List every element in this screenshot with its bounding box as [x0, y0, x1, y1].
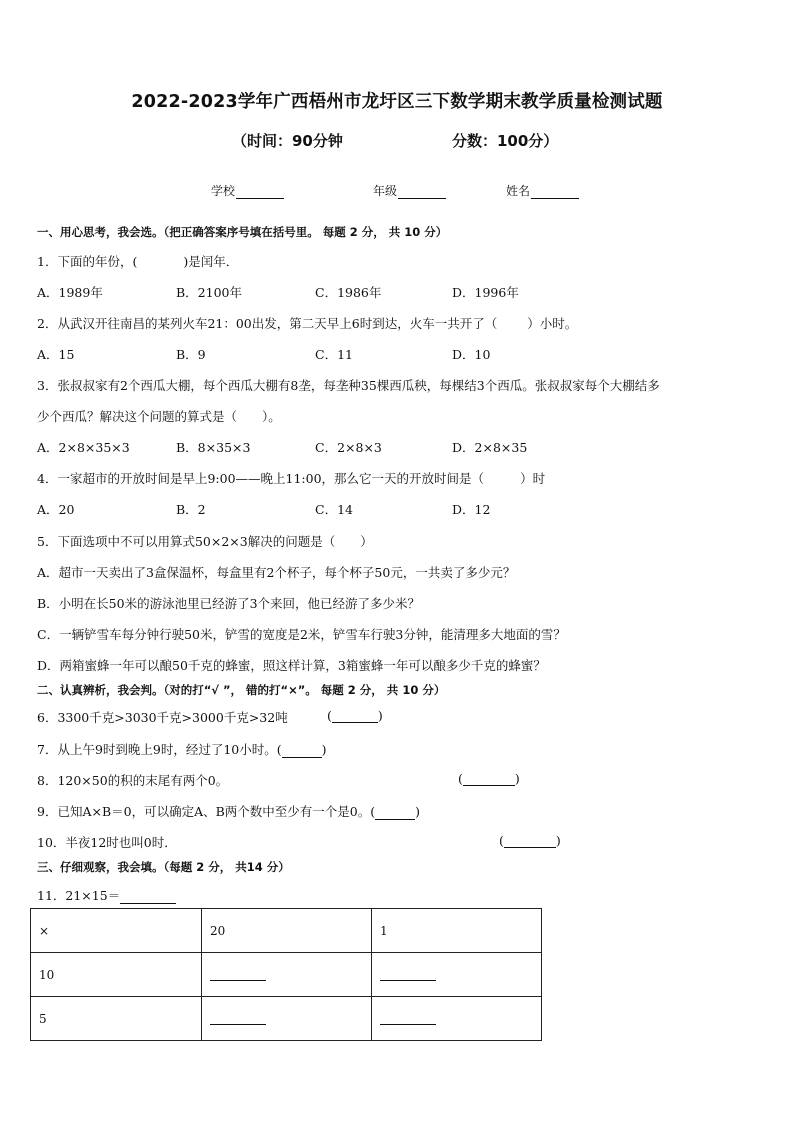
q5-option-d[interactable]: D．两箱蜜蜂一年可以酿50千克的蜂蜜，照这样计算，3箱蜜蜂一年可以酿多少千克的蜂蜜？	[37, 658, 546, 673]
question-6-answer[interactable]	[327, 708, 383, 723]
q5-option-b[interactable]: B．小明在长50米的游泳池里已经游了3个来回，他已经游了多少米？	[37, 596, 421, 611]
question-4-stem: 4．一家超市的开放时间是早上9:00——晚上11:00，那么它一天的开放时间是（	[37, 471, 485, 486]
grade-label: 年级	[373, 184, 398, 198]
q5-option-a[interactable]: A．超市一天卖出了3盒保温杯，每盒里有2个杯子，每个杯子50元，一共卖了多少元？	[37, 565, 516, 580]
answer-blank[interactable]	[375, 806, 415, 820]
grade-blank[interactable]	[398, 186, 446, 199]
q3-option-a[interactable]: A．2×8×35×3	[37, 440, 130, 455]
q2-option-b[interactable]: B．9	[176, 347, 206, 362]
school-label: 学校	[211, 184, 236, 198]
question-2	[37, 314, 577, 332]
question-9-stem: 9．已知A×B＝0，可以确定A、B两个数中至少有一个是0。(	[37, 804, 376, 819]
multiplication-table	[30, 908, 542, 1041]
question-4-stem-end: ）时	[520, 471, 546, 486]
paren-close: )	[514, 771, 520, 786]
paren-close: )	[377, 708, 383, 723]
paren-close: )	[555, 833, 561, 848]
paren-close: )	[321, 742, 327, 757]
table-cell-blank[interactable]	[372, 953, 542, 997]
q4-option-a[interactable]: A．20	[37, 502, 75, 517]
table-cell-blank[interactable]	[372, 997, 542, 1041]
question-9	[37, 802, 420, 820]
table-cell-row-header: 10	[31, 953, 202, 997]
q4-option-b[interactable]: B．2	[176, 502, 206, 517]
table-cell-header: 1	[372, 909, 542, 953]
q4-option-d[interactable]: D．12	[452, 502, 491, 517]
q4-option-c[interactable]: C．14	[315, 502, 353, 517]
q1-option-c[interactable]: C．1986年	[315, 285, 382, 300]
answer-blank[interactable]	[210, 966, 266, 981]
paren-close: )	[415, 804, 421, 819]
exam-time: （时间：90分钟	[232, 132, 343, 150]
question-8: 8．120×50的积的末尾有两个0。	[37, 773, 229, 788]
question-3-line-1: 3．张叔叔家有2个西瓜大棚，每个西瓜大棚有8垄，每垄种35棵西瓜秧，每棵结3个西瓜。张叔叔家每个大棚结多	[37, 378, 660, 393]
q5-option-c[interactable]: C．一辆铲雪车每分钟行驶50米，铲雪的宽度是2米，铲雪车行驶3分钟，能清理多大地面的雪？	[37, 627, 566, 642]
question-4	[37, 469, 545, 487]
question-10: 10．半夜12时也叫0时．	[37, 835, 177, 850]
table-row	[31, 953, 542, 997]
question-1	[37, 252, 238, 270]
section-1-heading: 一、用心思考，我会选。（把正确答案序号填在括号里。 每题 2 分， 共 10 分）	[37, 225, 448, 239]
question-6: 6．3300千克>3030千克>3000千克>32吨	[37, 710, 288, 725]
question-7	[37, 740, 327, 758]
table-cell-blank[interactable]	[202, 997, 372, 1041]
question-10-answer[interactable]	[499, 833, 561, 848]
q2-option-a[interactable]: A．15	[37, 347, 75, 362]
q2-option-d[interactable]: D．10	[452, 347, 491, 362]
question-3-line-2: 少个西瓜？解决这个问题的算式是（ ）。	[37, 409, 281, 424]
section-2-heading: 二、认真辨析，我会判。（对的打“√ ”， 错的打“×”。 每题 2 分， 共 10 分）	[37, 683, 446, 697]
answer-blank[interactable]	[282, 744, 322, 758]
name-label: 姓名	[506, 184, 531, 198]
table-cell-row-header: 5	[31, 997, 202, 1041]
question-5: 5．下面选项中不可以用算式50×2×3解决的问题是（ ）	[37, 534, 373, 549]
paren-open: (	[499, 833, 504, 848]
table-cell-blank[interactable]	[202, 953, 372, 997]
grade-field[interactable]	[373, 182, 446, 199]
answer-blank[interactable]	[120, 890, 176, 904]
name-field[interactable]	[506, 182, 579, 199]
question-7-stem: 7．从上午9时到晚上9时，经过了10小时。(	[37, 742, 282, 757]
answer-blank[interactable]	[504, 834, 556, 848]
question-8-answer[interactable]	[458, 771, 520, 786]
q1-option-b[interactable]: B．2100年	[176, 285, 242, 300]
table-row	[31, 909, 542, 953]
question-1-stem-end: )是闰年．	[183, 254, 239, 269]
answer-blank[interactable]	[380, 966, 436, 981]
question-1-stem: 1．下面的年份，(	[37, 254, 138, 269]
answer-blank[interactable]	[332, 709, 378, 723]
q3-option-d[interactable]: D．2×8×35	[452, 440, 528, 455]
section-3-heading: 三、仔细观察，我会填。（每题 2 分， 共14 分）	[37, 860, 290, 874]
table-row	[31, 997, 542, 1041]
table-cell-header: 20	[202, 909, 372, 953]
name-blank[interactable]	[531, 186, 579, 199]
answer-blank[interactable]	[380, 1010, 436, 1025]
q2-option-c[interactable]: C．11	[315, 347, 353, 362]
table-cell-operator: ×	[31, 909, 202, 953]
q1-option-a[interactable]: A．1989年	[37, 285, 103, 300]
question-2-stem-end: ）小时。	[527, 316, 578, 331]
exam-score: 分数：100分）	[452, 132, 559, 150]
q3-option-b[interactable]: B．8×35×3	[176, 440, 251, 455]
question-11-stem: 11．21×15＝	[37, 888, 121, 903]
page-title: 2022-2023学年广西梧州市龙圩区三下数学期末教学质量检测试题	[131, 92, 663, 112]
question-2-stem: 2．从武汉开往南昌的某列火车21：00出发，第二天早上6时到达，火车一共开了（	[37, 316, 498, 331]
school-field[interactable]	[211, 182, 284, 199]
paren-open: (	[327, 708, 332, 723]
question-11	[37, 886, 176, 904]
school-blank[interactable]	[236, 186, 284, 199]
answer-blank[interactable]	[463, 772, 515, 786]
q1-option-d[interactable]: D．1996年	[452, 285, 519, 300]
answer-blank[interactable]	[210, 1010, 266, 1025]
q3-option-c[interactable]: C．2×8×3	[315, 440, 382, 455]
paren-open: (	[458, 771, 463, 786]
